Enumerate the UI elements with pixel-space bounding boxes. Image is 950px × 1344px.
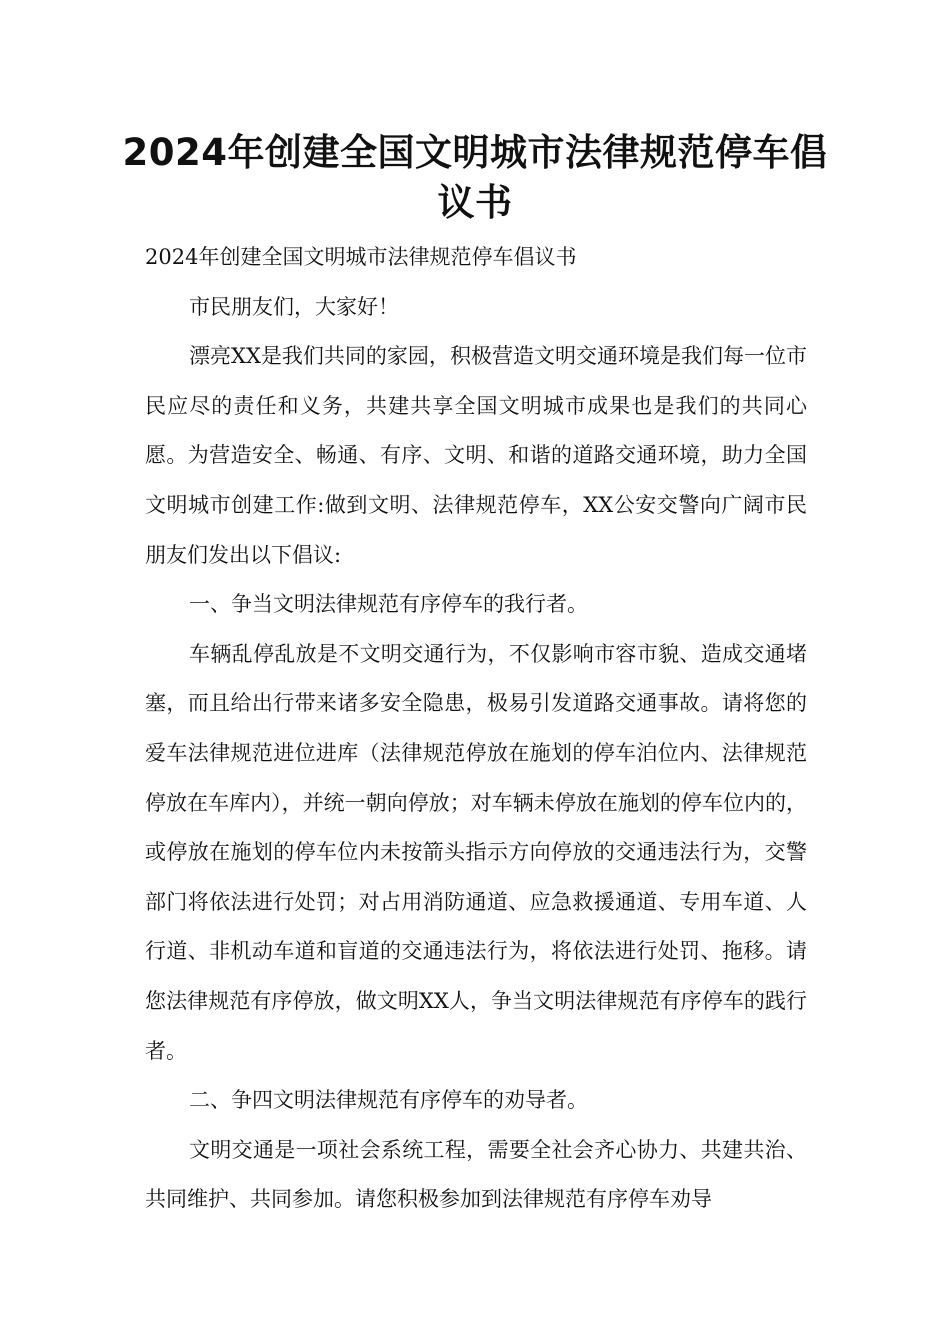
section-heading-2: 二、争四文明法律规范有序停车的劝导者。 <box>189 1088 588 1113</box>
section-paragraph-2: 文明交通是一项社会系统工程，需要全社会齐心协力、共建共治、共同维护、共同参加。请您积极参加到法律规范有序停车劝导 <box>145 1137 807 1212</box>
section-paragraph-1: 车辆乱停乱放是不文明交通行为，不仅影响市容市貌、造成交通堵塞，而且给出行带来诸多安全隐患，极易引发道路交通事故。请将您的爱车法律规范进位进库（法律规范停放在施划的停车泊位内、法律规范停放在车库内），并统一朝向停放；对车辆未停放在施划的停车位内的，或停放在施划的停车位内未按箭头指示方向停放的交通违法行为，交警部门将依法进行处罚；对占用消防通道、应急救援通道、专用车道、人行道、非机动车道和盲道的交通违法行为，将依法进行处罚、拖移。请您法律规范有序停放，做文明XX人，争当文明法律规范有序停车的践行者。 <box>145 641 807 1063</box>
document-body <box>145 233 807 1225</box>
intro-paragraph: 漂亮XX是我们共同的家园，积极营造文明交通环境是我们每一位市民应尽的责任和义务，共建共享全国文明城市成果也是我们的共同心愿。为营造安全、畅通、有序、文明、和谐的道路交通环境，助力全国文明城市创建工作:做到文明、法律规范停车，XX公安交警向广阔市民朋友们发出以下倡议: <box>145 344 807 567</box>
document-title: 2024年创建全国文明城市法律规范停车倡议书 <box>122 131 828 224</box>
document-subtitle: 2024年创建全国文明城市法律规范停车倡议书 <box>145 245 577 269</box>
greeting-paragraph: 市民朋友们，大家好！ <box>189 294 399 319</box>
section-heading-1: 一、争当文明法律规范有序停车的我行者。 <box>189 592 588 617</box>
